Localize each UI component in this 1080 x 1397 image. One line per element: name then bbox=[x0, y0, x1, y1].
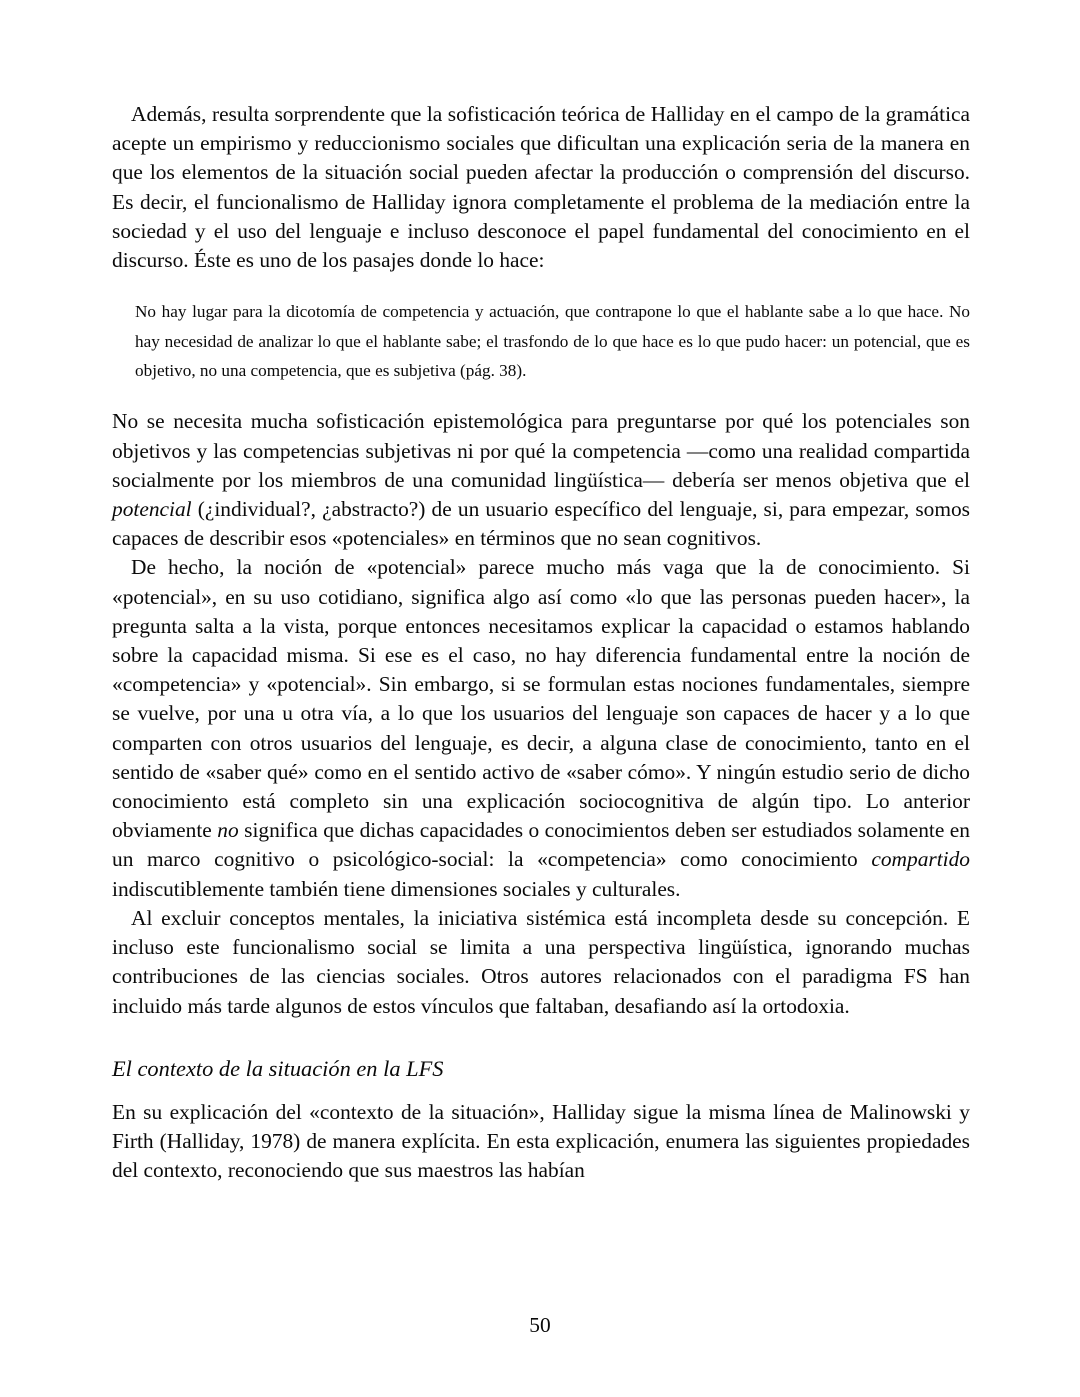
paragraph-epistemological-sophistication bbox=[112, 407, 970, 553]
emphasis-potencial: potencial bbox=[112, 497, 192, 522]
paragraph-text-segment: significa que dichas capacidades o conocimientos deben ser estudiados solamente en un marco cognitivo o psicológico-social: la «competencia» como conocimiento bbox=[112, 818, 970, 872]
block-quotation-halliday: No hay lugar para la dicotomía de competencia y actuación, que contrapone lo que el hablante sabe a lo que hace. No hay necesidad de analizar lo que el hablante sabe; el trasfondo de lo que hace es lo que pudo hacer: un potencial, que es objetivo, no una competencia, que es subjetiva (pág. 38). bbox=[135, 302, 970, 381]
section-heading-contexto-situacion: El contexto de la situación en la LFS bbox=[112, 1055, 444, 1081]
paragraph-text-segment: (¿individual?, ¿abstracto?) de un usuario específico del lenguaje, si, para empezar, somos capaces de describir esos «potenciales» en términos que no sean cognitivos. bbox=[112, 497, 970, 551]
paragraph-context-of-situation: En su explicación del «contexto de la situación», Halliday sigue la misma línea de Malinowski y Firth (Halliday, 1978) de manera explícita. En esta explicación, enumera las siguientes propiedades del contexto, reconociendo que sus maestros las habían bbox=[112, 1099, 970, 1183]
paragraph-halliday-sophistication: Además, resulta sorprendente que la sofisticación teórica de Halliday en el campo de la gramática acepte un empirismo y reduccionismo sociales que dificultan una explicación seria de la manera en que los elementos de la situación social pueden afectar la producción o comprensión del discurso. Es decir, el funcionalismo de Halliday ignora completamente el problema de la mediación entre la sociedad y el uso del lenguaje e incluso desconoce el papel fundamental del conocimiento en el discurso. Éste es uno de los pasajes donde lo hace: bbox=[112, 102, 970, 273]
page-content-column bbox=[112, 100, 970, 1185]
paragraph-notion-of-potential bbox=[112, 553, 970, 903]
paragraph-excluding-mental-concepts: Al excluir conceptos mentales, la iniciativa sistémica está incompleta desde su concepción. E incluso este funcionalismo social se limita a una perspectiva lingüística, ignorando muchas contribuciones de las ciencias sociales. Otros autores relacionados con el paradigma FS han incluido más tarde algunos de estos vínculos que faltaban, desafiando así la ortodoxia. bbox=[112, 905, 970, 1018]
emphasis-compartido: compartido bbox=[871, 847, 970, 872]
paragraph-text-segment: indiscutiblemente también tiene dimensiones sociales y culturales. bbox=[112, 876, 681, 901]
paragraph-text-segment: De hecho, la noción de «potencial» parece mucho más vaga que la de conocimiento. Si «potencial», en su uso cotidiano, significa algo así como «lo que las personas pueden hacer», la pregunta salta a la vista, porque entonces necesitamos explicar la capacidad o estamos hablando sobre la capacidad misma. Si ese es el caso, no hay diferencia fundamental entre la noción de «competencia» y «potencial». Sin embargo, si se formulan estas nociones fundamentales, siempre se vuelve, por una u otra vía, a lo que los usuarios del lenguaje son capaces de hacer y a lo que comparten con otros usuarios del lenguaje, es decir, a alguna clase de conocimiento, tanto en el sentido de «saber qué» como en el sentido activo de «saber cómo». Y ningún estudio serio de dicho conocimiento está completo sin una explicación sociocognitiva de algún tipo. Lo anterior obviamente bbox=[112, 555, 970, 843]
paragraph-text-segment: No se necesita mucha sofisticación epistemológica para preguntarse por qué los potenciales son objetivos y las competencias subjetivas ni por qué la competencia —como una realidad compartida socialmente por los miembros de una comunidad lingüística— debería ser menos objetiva que el bbox=[112, 409, 970, 492]
emphasis-no: no bbox=[217, 818, 239, 843]
page-number: 50 bbox=[529, 1313, 551, 1337]
